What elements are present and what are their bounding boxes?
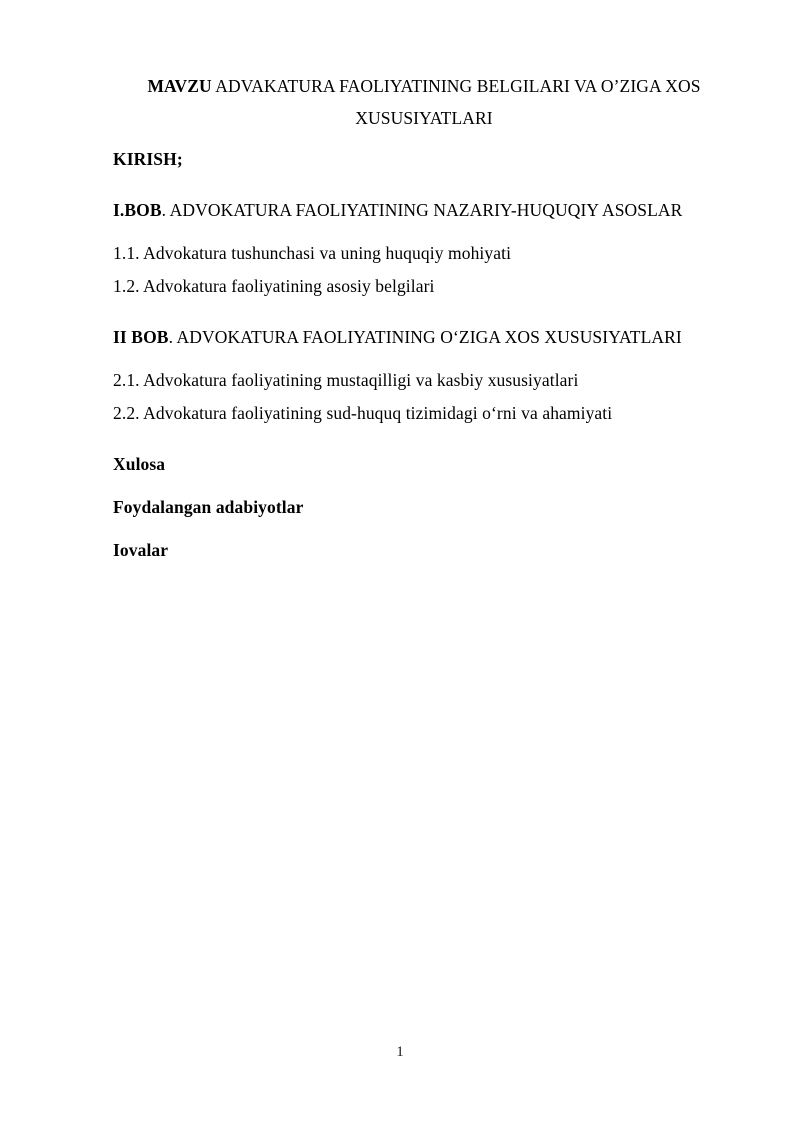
spacer: [113, 297, 735, 326]
heading-chapter-2: [113, 326, 735, 348]
subitem-2-1: 2.1. Advokatura faoliyatining mustaqilligi va kasbiy xususiyatlari: [113, 370, 579, 390]
spacer: [113, 264, 735, 275]
document-title-rest: ADVAKATURA FAOLIYATINING BELGILARI VA O’ZIGA XOS XUSUSIYATLARI: [211, 76, 701, 128]
subitem-2-2: 2.2. Advokatura faoliyatining sud-huquq tizimidagi o‘rni va ahamiyati: [113, 403, 613, 423]
subitem-1-2: 1.2. Advokatura faoliyatining asosiy belgilari: [113, 276, 435, 296]
heading-chapter-1-lead: I.BOB: [113, 200, 162, 220]
document-title-bold-lead: MAVZU: [147, 76, 212, 96]
spacer: [113, 348, 735, 369]
page-number: 1: [396, 1044, 404, 1060]
document-title: [113, 70, 735, 134]
heading-chapter-2-rest: . ADVOKATURA FAOLIYATINING O‘ZIGA XOS XUSUSIYATLARI: [168, 327, 682, 347]
spacer: [113, 424, 735, 453]
entry-xulosa: Xulosa: [113, 454, 166, 474]
spacer: [113, 170, 735, 199]
spacer: [113, 518, 735, 539]
spacer: [113, 475, 735, 496]
heading-kirish: KIRISH;: [113, 149, 183, 169]
heading-chapter-2-lead: II BOB: [113, 327, 169, 347]
document-body: [113, 70, 735, 561]
heading-chapter-1: [113, 199, 735, 221]
subitem-1-1: 1.1. Advokatura tushunchasi va uning huquqiy mohiyati: [113, 243, 512, 263]
heading-chapter-1-rest: . ADVOKATURA FAOLIYATINING NAZARIY-HUQUQIY ASOSLAR: [161, 200, 683, 220]
spacer: [113, 221, 735, 242]
entry-foydalangan-adabiyotlar: Foydalangan adabiyotlar: [113, 497, 304, 517]
spacer: [113, 391, 735, 402]
entry-iovalar: Iovalar: [113, 540, 169, 560]
